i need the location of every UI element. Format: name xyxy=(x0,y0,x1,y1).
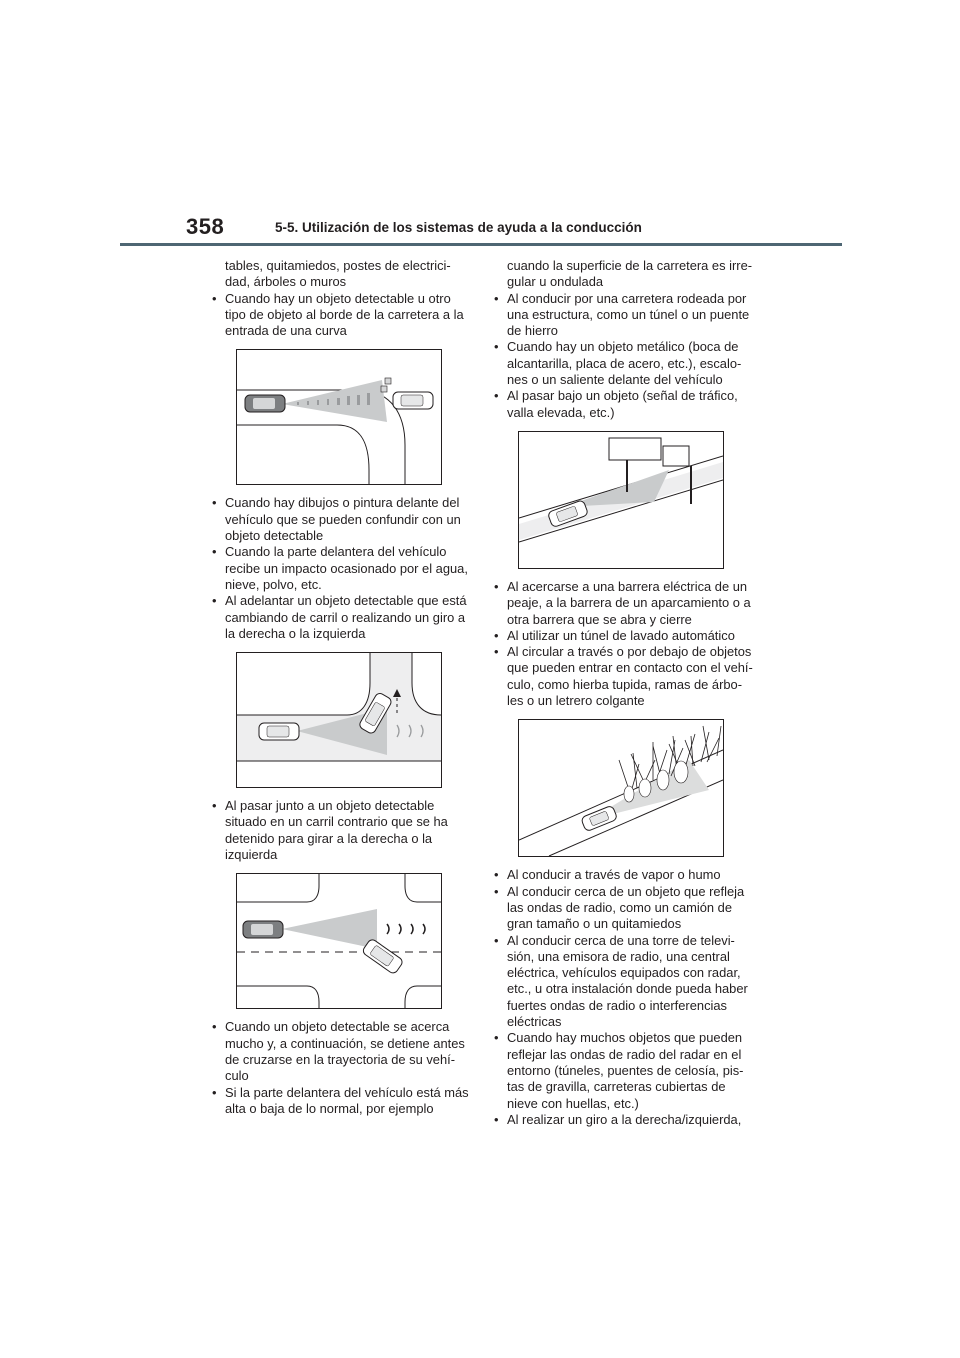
right-text-block-3 xyxy=(491,867,748,1128)
bullet-item-line: • Si la parte delantera del vehículo está más xyxy=(209,1085,455,1101)
text-line: izquierda xyxy=(225,847,278,863)
text-line: dad, árboles o muros xyxy=(225,274,347,290)
text-line: que pueden entrar en contacto con el vehí- xyxy=(507,660,753,676)
text-line: tipo de objeto al borde de la carretera a la xyxy=(225,306,464,322)
text-line: de cruzarse en la trayectoria de su vehí- xyxy=(225,1051,455,1067)
text-line: fuertes ondas de radio o interferencias xyxy=(507,997,727,1013)
bullet-item-line: • Cuando hay un objeto detectable u otro xyxy=(209,291,455,307)
text-line: una estructura, como un túnel o un puente xyxy=(507,306,750,322)
bullet-item-line: • Al conducir cerca de una torre de televi- xyxy=(491,933,737,949)
text-line: nieve con huellas, etc.) xyxy=(507,1095,639,1111)
text-line: alta o baja de lo normal, por ejemplo xyxy=(225,1100,434,1116)
text-line: sión, una emisora de radio, una central xyxy=(507,948,730,964)
text-line: etc., u otra instalación donde pueda haber xyxy=(507,981,748,997)
illustration-oncoming-stopped-vehicle xyxy=(236,873,442,1009)
text-line: eléctricas xyxy=(507,1014,562,1030)
text-line: peaje, a la barrera de un aparcamiento o a xyxy=(507,595,751,611)
text-line: alcantarilla, placa de acero, etc.), escalo- xyxy=(507,355,742,371)
illustration-overtaking-turning-vehicle xyxy=(236,652,442,788)
text-line: les o un letrero colgante xyxy=(507,693,645,709)
text-line: las ondas de radio, como un camión de xyxy=(507,899,733,915)
text-line: reflejar las ondas de radio del radar en el xyxy=(507,1046,742,1062)
text-line: tables, quitamiedos, postes de electrici- xyxy=(225,258,451,273)
text-line: otra barrera que se abra y cierre xyxy=(507,611,692,627)
text-line: mucho y, a continuación, se detiene antes xyxy=(225,1035,465,1051)
bullet-item-line: • Al circular a través o por debajo de objetos xyxy=(491,644,737,660)
bullet-item-line: • Al conducir cerca de un objeto que refleja xyxy=(491,884,737,900)
text-line: la derecha o la izquierda xyxy=(225,625,366,641)
text-line: culo xyxy=(225,1068,249,1084)
bullet-item-line: • Cuando un objeto detectable se acerca xyxy=(209,1019,455,1035)
text-line: nes o un saliente delante del vehículo xyxy=(507,372,723,388)
bullet-item-line: • Al conducir por una carretera rodeada por xyxy=(491,291,737,307)
header-rule xyxy=(120,243,842,246)
text-line: cambiando de carril o realizando un giro a xyxy=(225,609,466,625)
bullet-item-line: • Al pasar junto a un objeto detectable xyxy=(209,798,455,814)
text-line: gular u ondulada xyxy=(507,274,604,290)
text-line: eléctrica, vehículos equipados con radar, xyxy=(507,965,741,981)
illustration-curve-roadside-object xyxy=(236,349,442,485)
text-line: gran tamaño o un quitamiedos xyxy=(507,916,682,932)
text-line: entrada de una curva xyxy=(225,323,347,339)
bullet-item-line: • Cuando la parte delantera del vehículo xyxy=(209,544,455,560)
bullet-item-line: • Al utilizar un túnel de lavado automático xyxy=(491,628,737,644)
bullet-item-line: • Al adelantar un objeto detectable que está xyxy=(209,593,455,609)
right-column xyxy=(491,258,753,1128)
right-text-block-1 xyxy=(491,258,753,421)
text-line: cuando la superficie de la carretera es irre- xyxy=(507,258,753,273)
illustration-tall-grass xyxy=(518,719,724,857)
illustration-overhead-sign xyxy=(518,431,724,569)
text-line: nieve, polvo, etc. xyxy=(225,576,322,592)
left-text-block-4 xyxy=(209,1019,469,1117)
left-text-block-3 xyxy=(209,798,455,863)
text-line: entorno (túneles, puentes de celosía, pis- xyxy=(507,1062,744,1078)
text-line: de hierro xyxy=(507,323,558,339)
left-text-block-2 xyxy=(209,495,468,642)
text-line: detenido para girar a la derecha o la xyxy=(225,830,433,846)
text-line: culo, como hierba tupida, ramas de árbo- xyxy=(507,676,743,692)
text-line: situado en un carril contrario que se ha xyxy=(225,814,448,830)
page-number: 358 xyxy=(186,214,225,239)
bullet-item-line: • Cuando hay un objeto metálico (boca de xyxy=(491,339,737,355)
text-line: objeto detectable xyxy=(225,528,324,544)
text-line: tas de gravilla, carreteras cubiertas de xyxy=(507,1079,726,1095)
left-column xyxy=(209,258,469,1117)
section-title: 5-5. Utilización de los sistemas de ayuda a la conducción xyxy=(275,220,642,235)
bullet-item-line: • Al pasar bajo un objeto (señal de tráfico, xyxy=(491,388,737,404)
left-text-block-1 xyxy=(209,258,464,339)
bullet-item-line: • Al conducir a través de vapor o humo xyxy=(491,867,737,883)
text-line: vehículo que se pueden confundir con un xyxy=(225,511,461,527)
bullet-item-line: • Al realizar un giro a la derecha/izquierda, xyxy=(491,1112,737,1128)
bullet-item-line: • Al acercarse a una barrera eléctrica de un xyxy=(491,579,737,595)
text-line: recibe un impacto ocasionado por el agua, xyxy=(225,560,468,576)
right-text-block-2 xyxy=(491,578,753,709)
bullet-item-line: • Cuando hay muchos objetos que pueden xyxy=(491,1030,737,1046)
bullet-item-line: • Cuando hay dibujos o pintura delante del xyxy=(209,495,455,511)
text-line: valla elevada, etc.) xyxy=(507,404,615,420)
